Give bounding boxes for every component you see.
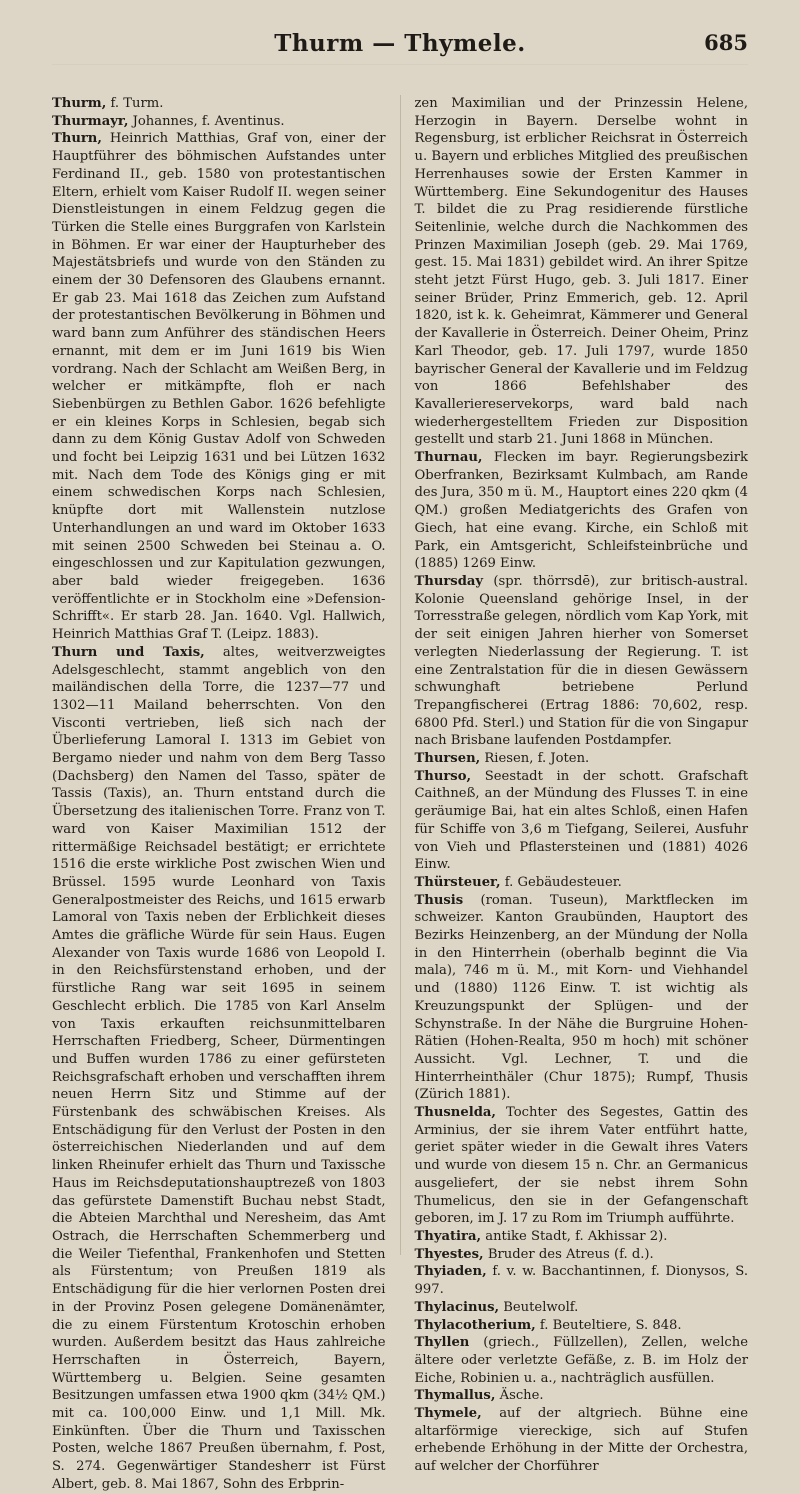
dictionary-entry — [415, 1263, 749, 1298]
entry-text: antike Stadt, f. Akhissar 2). — [485, 1229, 668, 1244]
entry-headword: Thyiaden, — [414, 1264, 487, 1280]
entry-text: Riesen, f. Joten. — [484, 751, 590, 767]
entry-text: Heinrich Matthias, Graf von, einer der Hauptführer des böhmischen Aufstandes unter Ferdinand II., geb. 1580 von protestantischen Eltern, erhielt vom Kaiser Rudolf II. wegen seiner Dienstleistungen in einem Feldzug gegen die Türken die Stelle eines Burggrafen von Karlstein in Böhmen. Er war einer der Haupturheber des Majestätsbriefs und wurde von den Ständen zu einem der 30 Defensoren des Glaubens ernannt. Er gab 23. Mai 1618 das Zeichen zum Aufstand der protestantischen Bevölkerung in Böhmen und ward bann zum Anführer des ständischen Heers ernannt, mit dem er im Juni 1619 bis Wien vordrang. Nach der Schlacht am Weißen Berg, in welcher er mitkämpfte, floh er nach Siebenbürgen zu Bethlen Gabor. 1626 befehligte er ein kleines Korps in Schlesien, begab sich dann zu dem König Gustav Adolf von Schweden und focht bei Leipzig 1631 und bei Lützen 1632 mit. Nach dem Tode des Königs ging er mit einem schwedischen Korps nach Schlesien, knüpfte dort mit Wallenstein nutzlose Unterhandlungen an und ward im Oktober 1633 mit seinen 2500 Schweden bei Steinau a. O. eingeschlossen und zur Kapitulation gezwungen, aber bald wieder freigegeben. 1636 veröffentlichte er in Stockholm eine »Defension-Schrifft«. Er starb 28. Jan. 1640. Vgl. Hallwich, Heinrich Matthias Graf T. (Leipz. 1883). — [52, 131, 386, 643]
entry-headword: Thyllen — [414, 1335, 470, 1351]
dictionary-entry — [415, 1405, 749, 1476]
dictionary-entry — [415, 874, 749, 892]
right-column — [414, 95, 749, 1475]
entry-headword: Thusnelda, — [414, 1105, 496, 1121]
dictionary-entry — [52, 130, 386, 643]
entry-headword: Thymallus, — [414, 1388, 496, 1404]
column-divider — [400, 95, 401, 1255]
entry-text: (spr. thörrsdē), zur britisch-austral. Kolonie Queensland gehörige Insel, in der Torresstraße gelegen, nördlich vom Kap York, mit der seit einigen Jahren hierher von Somerset verlegten Niederlassung der Regierung. T. ist eine Zentralstation für die in diesen Gewässern schwunghaft betriebene Perlund Trepangfischerei (Ertrag 1886: 70,602, resp. 6800 Pfd. Sterl.) und Station für die von Singapur nach Brisbane laufenden Postdampfer. — [414, 573, 748, 749]
entry-headword: Thurso, — [414, 768, 472, 784]
entry-headword: Thylacinus, — [414, 1299, 500, 1315]
entry-headword: Thyestes, — [414, 1246, 484, 1262]
dictionary-entry — [415, 1387, 749, 1405]
entry-headword: Thürsteuer, — [414, 874, 501, 890]
entry-text: Bruder des Atreus (f. d.). — [487, 1246, 654, 1262]
entry-text: Beutelwolf. — [503, 1299, 579, 1315]
dictionary-entry — [415, 892, 749, 1104]
entry-text: f. v. w. Bacchantinnen, f. Dionysos, S. 997. — [414, 1264, 748, 1298]
entry-text: f. Turm. — [110, 96, 164, 111]
entry-text: Flecken im bayr. Regierungsbezirk Oberfranken, Bezirksamt Kulmbach, am Rande des Jura, 350 m ü. M., Hauptort eines 220 qkm (4 QM.) großen Mediatgerichts des Grafen von Giech, hat eine evang. Kirche, ein Schloß mit Park, ein Amtsgericht, Schleifsteinbrüche und (1885) 1269 Einw. — [414, 450, 748, 572]
entry-text: Seestadt in der schott. Grafschaft Caithneß, an der Mündung des Flusses T. in eine geräumige Bai, hat ein altes Schloß, einen Hafen für Schiffe von 3,6 m Tiefgang, Seilerei, Ausfuhr von Vieh und Pflastersteinen und (1881) 4026 Einw. — [414, 768, 749, 873]
entry-headword: Thurmayr, — [52, 113, 129, 129]
page-number: 685 — [704, 30, 748, 55]
entry-headword: Thyatira, — [414, 1229, 482, 1244]
dictionary-entry — [415, 1299, 749, 1317]
entry-text: Tochter des Segestes, Gattin des Arminius, der sie ihrem Vater entführt hatte, geriet später wieder in die Gewalt ihres Vaters und wurde von diesem 15 n. Chr. an Germanicus ausgeliefert, der sie nebst ihrem Sohn Thumelicus, den sie in der Gefangenschaft geboren, im J. 17 zu Rom im Triumph aufführte. — [414, 1105, 748, 1227]
page-header — [52, 30, 748, 65]
left-column — [52, 95, 386, 1492]
dictionary-entry — [415, 768, 749, 874]
dictionary-entry — [415, 1104, 749, 1228]
entry-text: altes, weitverzweigtes Adelsgeschlecht, stammt angeblich von den mailändischen della Torre, die 1237—77 und 1302—11 Mailand beherrschten. Von den Visconti vertrieben, ließ sich nach der Überlieferung Lamoral I. 1313 im Gebiet von Bergamo nieder und nahm von dem Berg Tasso (Dachsberg) den Namen del Tasso, später de Tassis (Taxis), an. Thurn entstand durch die Übersetzung des italienischen Torre. Franz von T. ward von Kaiser Maximilian 1512 der rittermäßige Reichsadel bestätigt; er errichtete 1516 die erste wirkliche Post zwischen Wien und Brüssel. 1595 wurde Leonhard von Taxis Generalpostmeister des Reichs, und 1615 erwarb Lamoral von Taxis neben der Erblichkeit dieses Amtes die gräfliche Würde für sein Haus. Eugen Alexander von Taxis wurde 1686 von Leopold I. in den Reichsfürstenstand erhoben, und der fürstliche Rang war seit 1695 in seinem Geschlecht erblich. Die 1785 von Karl Anselm von Taxis erkauften reichsunmittelbaren Herrschaften Friedberg, Scheer, Dürmentingen und Buffen wurden 1786 zu einer gefürsteten Reichsgrafschaft erhoben und verschafften ihrem neuen Herrn Sitz und Stimme auf der Fürstenbank des schwäbischen Kreises. Als Entschädigung für den Verlust der Posten in den österreichischen Niederlanden und auf dem linken Rheinufer erhielt das Thurn und Taxissche Haus im Reichsdeputationshauptrezeß von 1803 das gefürstete Damenstift Buchau nebst Stadt, die Abteien Marchthal und Neresheim, das Amt Ostrach, die Herrschaften Schemmerberg und die Weiler Tiefenthal, Frankenhofen und Stetten als Fürstentum; von Preußen 1819 als Entschädigung für die hier verlornen Posten drei in der Provinz Posen gelegene Domänenämter, die zu einem Fürstentum Krotoschin erhoben wurden. Außerdem besitzt das Haus zahlreiche Herrschaften in Österreich, Bayern, Württemberg u. Belgien. Seine gesamten Besitzungen umfassen etwa 1900 qkm (34½ QM.) mit ca. 100,000 Einw. und 1,1 Mill. Mk. Einkünften. Über die Thurn und Taxisschen Posten, welche 1867 Preußen übernahm, f. Post, S. 274. Gegenwärtiger Standesherr ist Fürst Albert, geb. 8. Mai 1867, Sohn des Erbprin- — [52, 644, 386, 1492]
entry-text: (roman. Tuseun), Marktflecken im schweizer. Kanton Graubünden, Hauptort des Bezirks Heinzenberg, an der Mündung der Nolla in den Hinterrhein (oberhalb beginnt die Via mala), 746 m ü. M., mit Korn- und Viehhandel und (1880) 1126 Einw. T. ist wichtig als Kreuzungspunkt der Splügen- und der Schynstraße. In der Nähe die Burgruine Hohen-Rätien (Hohen-Realta, 950 m hoch) mit schöner Aussicht. Vgl. Lechner, T. und die Hinterrheinthäler (Chur 1875); Rumpf, Thusis (Zürich 1881). — [414, 892, 748, 1103]
entry-text: auf der altgriech. Bühne eine altarförmige viereckige, sich auf Stufen erhebende Erhöhung in der Mitte der Orchestra, auf welcher der Chorführer — [414, 1406, 748, 1475]
dictionary-entry — [52, 95, 386, 113]
dictionary-entry — [415, 1317, 749, 1335]
entry-text: Äsche. — [499, 1388, 544, 1404]
entry-headword: Thusis — [414, 892, 464, 908]
entry-text: f. Gebäudesteuer. — [504, 874, 622, 890]
entry-headword: Thurn, — [52, 131, 102, 147]
entry-text: zen Maximilian und der Prinzessin Helene, Herzogin in Bayern. Derselbe wohnt in Regensburg, ist erblicher Reichsrat in Österreich u. Bayern und erbliches Mitglied des preußischen Herrenhauses sowie der Ersten Kammer in Württemberg. Eine Sekundogenitur des Hauses T. bildet die zu Prag residierende fürstliche Seitenlinie, welche durch die Nachkommen des Prinzen Maximilian Joseph (geb. 29. Mai 1769, gest. 15. Mai 1831) gebildet wird. An ihrer Spitze steht jetzt Fürst Hugo, geb. 3. Juli 1817. Einer seiner Brüder, Prinz Emmerich, geb. 12. April 1820, ist k. k. Geheimrat, Kämmerer und General der Kavallerie in Österreich. Deiner Oheim, Prinz Karl Theodor, geb. 17. Juli 1797, wurde 1850 bayrischer General der Kavallerie und im Feldzug von 1866 Befehlshaber des Kavalleriereservekorps, ward bald nach wiederhergestelltem Frieden zur Disposition gestellt und starb 21. Juni 1868 in München. — [414, 96, 748, 448]
entry-headword: Thursen, — [414, 751, 481, 767]
text-columns — [52, 95, 749, 1492]
dictionary-entry — [415, 1334, 749, 1387]
entry-text: Johannes, f. Aventinus. — [132, 113, 285, 129]
dictionary-entry — [415, 573, 749, 750]
entry-headword: Thursday — [414, 573, 484, 589]
entry-text: (griech., Füllzellen), Zellen, welche ältere oder verletzte Gefäße, z. B. im Holz der Eiche, Robinien u. a., nachträglich ausfüllen. — [414, 1335, 748, 1386]
entry-headword: Thurnau, — [414, 450, 483, 466]
entry-headword: Thylacotherium, — [414, 1317, 536, 1333]
dictionary-entry — [415, 750, 749, 768]
dictionary-entry — [415, 449, 749, 573]
entry-headword: Thurm, — [52, 96, 107, 111]
dictionary-entry — [415, 1246, 749, 1264]
dictionary-entry — [52, 644, 386, 1494]
running-head: Thurm — Thymele. — [274, 30, 526, 57]
entry-text: f. Beuteltiere, S. 848. — [539, 1317, 682, 1333]
dictionary-entry — [415, 95, 749, 449]
entry-headword: Thymele, — [414, 1406, 482, 1422]
entry-headword: Thurn und Taxis, — [52, 644, 205, 660]
dictionary-entry — [52, 113, 386, 131]
dictionary-entry — [415, 1228, 749, 1246]
